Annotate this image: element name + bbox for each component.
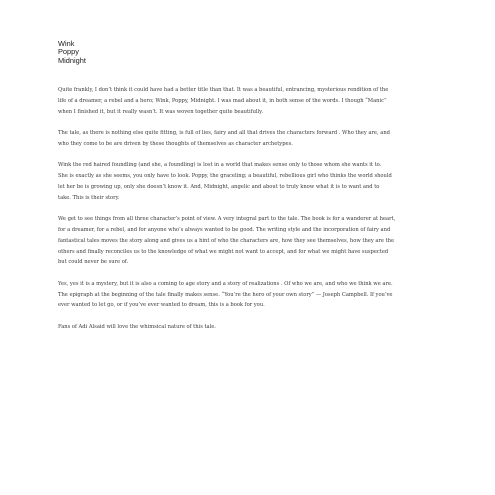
title-line-3: Midnight — [58, 55, 86, 65]
paragraph-3 — [58, 160, 448, 203]
text-line: The epigraph at the beginning of the tale finally makes sense. “You’re the hero of your own story” — Joseph Campbell. If you’ve — [58, 291, 393, 298]
text-line: Fans of Adi Alsaid will love the whimsical nature of this tale. — [58, 323, 216, 330]
document-title — [58, 40, 448, 65]
text-line: who they come to be are driven by these thoughts of themselves as character archetypes. — [58, 141, 293, 147]
text-line: fantastical tales moves the story along and gives us a hint of who the characters are, how they see themselves, how they are the — [58, 237, 395, 244]
document-page — [58, 40, 448, 343]
text-line: life of a dreamer, a rebel and a hero; Wink, Poppy, Midnight. I was mad about it, in both sense of the words. I though “Manic” — [58, 98, 387, 105]
text-line: when I finished it, but it really wasn’t. It was woven together quite beautifully. — [58, 108, 264, 115]
text-line: take. This is their story. — [58, 194, 120, 201]
paragraph-6 — [58, 322, 448, 333]
text-line: We get to see things from all three character’s point of view. A very integral part to the tale. The book is for a wanderer at heart, — [58, 216, 396, 223]
paragraph-1 — [58, 85, 448, 117]
title-line-1: Wink — [58, 39, 75, 48]
paragraph-2 — [58, 128, 448, 150]
text-line: Wink the red haired foundling (and she, a foundling) is lost in a world that makes sense only to those whom she wants it to. — [58, 162, 382, 169]
title-line-2: Poppy — [58, 47, 79, 57]
text-line: others and finally reconciles us to the knowledge of what we might not want to accept, and for what we might have suspected — [58, 248, 389, 255]
text-line: but could never be sure of. — [58, 259, 129, 266]
text-line: Yes, yes it is a mystery, but it is also a coming to age story and a story of realizations . Of who we are, and who we think we are. — [58, 280, 393, 287]
text-line: let her be is growing up, only she doesn’t know it. And, Midnight, angelic and about to truly know what it is to want and to — [58, 183, 380, 190]
paragraph-5 — [58, 279, 448, 311]
text-line: for a dreamer, for a rebel, and for anyone who’s always wanted to be good. The writing style and the incorporation of fairy and — [58, 226, 391, 233]
text-line: Quite frankly, I don’t think it could have had a better title than that. It was a beautiful, entrancing, mysterious rendition of the — [58, 87, 389, 94]
text-line: The tale, as there is nothing else quite fitting, is full of lies, fairy and all that drives the characters forward . Who they are, and — [58, 130, 390, 137]
paragraph-4 — [58, 214, 448, 268]
text-line: She is exactly as she seems, you only have to look. Poppy, the graceling; a beautiful, rebellious girl who thinks the world should — [58, 173, 392, 180]
text-line: ever wanted to let go, or if you’ve ever wanted to dream, this is a book for you. — [58, 302, 265, 309]
